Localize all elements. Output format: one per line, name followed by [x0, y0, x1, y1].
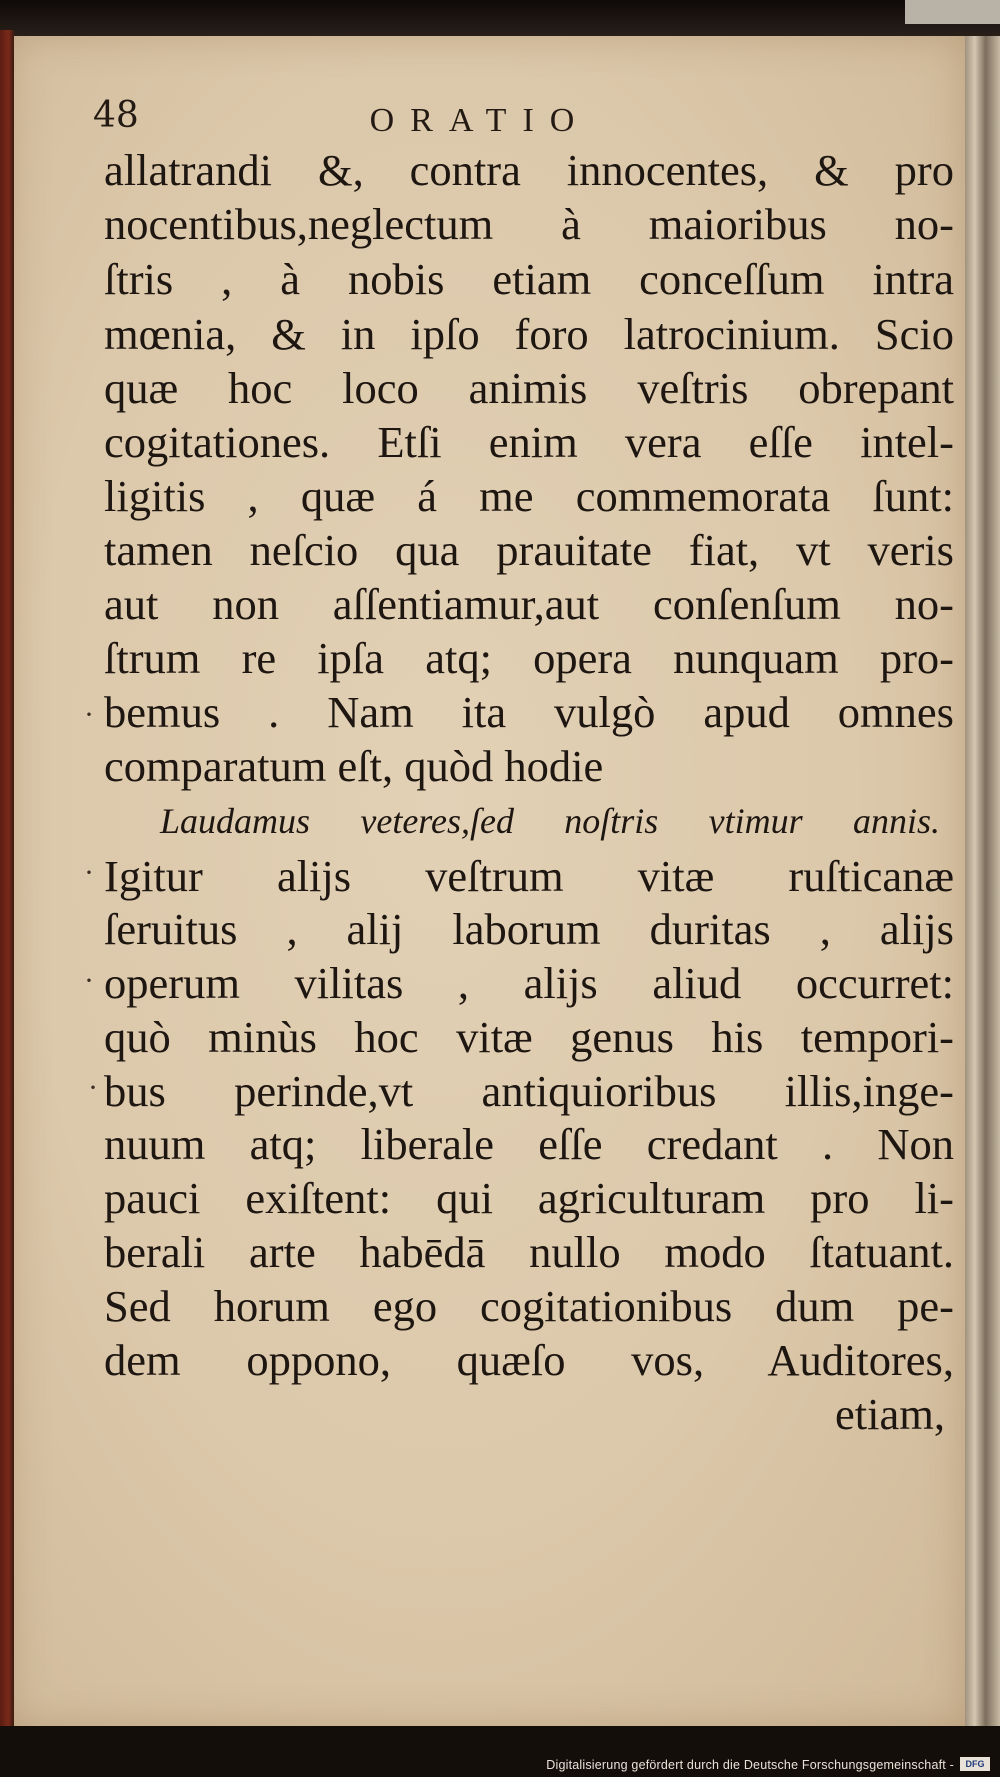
margin-mark: · — [84, 964, 94, 997]
text-line: cogitationes. Etſi enim vera eſſe intel- — [104, 417, 954, 467]
text-line: Igitur aliјs veſtrum vitæ ruſticanæ — [104, 851, 954, 901]
catchword: etiam, — [835, 1389, 945, 1439]
text-line: bemus . Nam ita vulgò apud omnes — [104, 687, 954, 737]
text-line: mœnia, & in ipſo foro latrocinium. Scio — [104, 309, 954, 359]
page-number: 48 — [93, 95, 139, 136]
text-line: nuum atq; liberale eſſe credant . Non — [104, 1119, 954, 1169]
text-line: ligitis , quæ á me commemorata ſunt: — [104, 471, 954, 521]
text-line: pauci exiſtent: qui agriculturam pro li- — [104, 1173, 954, 1223]
text-line: quæ hoc loco animis veſtris obrepant — [104, 363, 954, 413]
text-line: quò minùs hoc vitæ genus his tempori- — [104, 1012, 954, 1062]
text-line: berali arte habēdā nullo modo ſtatuant. — [104, 1227, 954, 1277]
text-line: Sed horum ego cogitationibus dum pe- — [104, 1281, 954, 1331]
text-line: allatrandi &, contra innocentes, & pro — [104, 145, 954, 195]
text-line: ſtris , à nobis etiam conceſſum intra — [104, 254, 954, 304]
text-line: ſtrum re ipſa atq; opera nunquam pro- — [104, 633, 954, 683]
margin-mark: · — [84, 856, 94, 889]
text-line: dem oppono, quæſo vos, Auditores, — [104, 1335, 954, 1385]
running-head: ORATIO — [369, 102, 591, 139]
text-line: comparatum eſt, quòd hodie — [104, 741, 604, 791]
text-line: nocentibus,neglectum à maioribus no- — [104, 199, 954, 249]
text-line: bus perinde,vt antiquioribus illis,inge- — [104, 1066, 954, 1116]
binding-edge — [0, 30, 14, 1750]
text-line: tamen neſcio qua prauitate fiat, vt veris — [104, 525, 954, 575]
margin-mark: · — [84, 698, 94, 731]
text-line: operum vilitas , aliјs aliud occurret: — [104, 958, 954, 1008]
top-edge — [0, 0, 1000, 38]
text-line: ſeruitus , aliј laborum duritas , aliјs — [104, 904, 954, 954]
verse-quotation: Laudamus veteres,ſed noſtris vtimur annis. — [160, 801, 940, 841]
top-edge-light — [905, 0, 1000, 24]
page-stack-edge — [964, 36, 1000, 1736]
dfg-logo: DFG — [960, 1757, 990, 1771]
text-line: aut non aſſentiamur,aut conſenſum no- — [104, 579, 954, 629]
margin-mark: · — [88, 1071, 98, 1104]
digitization-credit: Digitalisierung gefördert durch die Deutsche Forschungsgemeinschaft - — [546, 1758, 954, 1772]
